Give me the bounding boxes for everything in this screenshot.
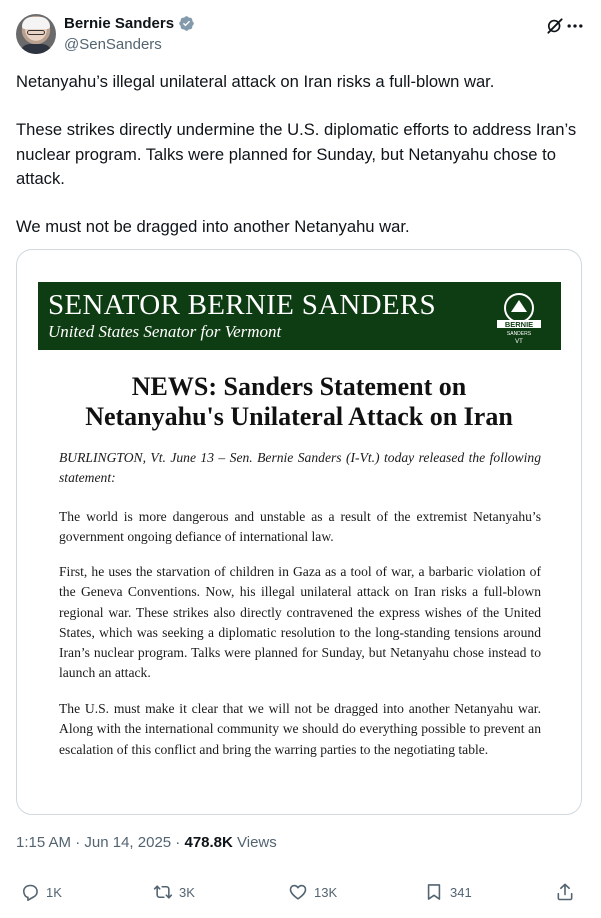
tweet-date[interactable]: Jun 14, 2025	[84, 834, 172, 851]
headline-line: NEWS: Sanders Statement on	[131, 372, 467, 401]
bookmark-button[interactable]	[424, 882, 472, 902]
banner-subtitle: United States Senator for Vermont	[48, 322, 282, 341]
avatar-suit	[20, 44, 52, 54]
retweet-count: 3K	[179, 884, 195, 900]
meta-separator: ·	[71, 834, 85, 851]
bookmark-count: 341	[450, 884, 472, 900]
like-icon	[288, 882, 308, 902]
tweet-media-image[interactable]	[16, 249, 582, 815]
verified-icon[interactable]	[178, 15, 195, 32]
press-release-paragraph: The U.S. must make it clear that we will not be dragged into another Netanyahu war. Along with the international community we should do everything possible to prevent an escalation of this conflict and bring the warring parties to the negotiating table.	[59, 701, 541, 757]
press-release-paragraph: The world is more dangerous and unstable as a result of the extremist Netanyahu’s government ongoing defiance of international law.	[59, 509, 541, 545]
retweet-icon	[153, 882, 173, 902]
press-release-dateline: BURLINGTON, Vt. June 13 – Sen. Bernie Sanders (I-Vt.) today released the following statement:	[59, 450, 541, 485]
author-handle[interactable]: @SenSanders	[64, 36, 162, 53]
headline-line: Netanyahu's Unilateral Attack on Iran	[85, 402, 513, 431]
views-label: Views	[232, 834, 277, 851]
tweet-actions	[16, 882, 585, 906]
views-count[interactable]: 478.8K	[184, 834, 233, 851]
grok-icon[interactable]	[545, 16, 565, 36]
tweet-header	[16, 14, 585, 56]
reply-icon	[20, 882, 40, 902]
more-icon[interactable]	[565, 16, 585, 36]
banner-title: SENATOR BERNIE SANDERS	[48, 289, 436, 321]
retweet-button[interactable]	[153, 882, 195, 902]
tweet-paragraph: We must not be dragged into another Netanyahu war.	[16, 217, 410, 237]
reply-count: 1K	[46, 884, 62, 900]
avatar[interactable]	[16, 14, 56, 54]
svg-text:BERNIE: BERNIE	[504, 320, 534, 329]
campaign-seal-logo	[489, 286, 549, 346]
like-button[interactable]	[288, 882, 337, 902]
tweet-paragraph: These strikes directly undermine the U.S. diplomatic efforts to address Iran’s nuclear program. Talks were planned for Sunday, but Netanyahu chose to attack.	[16, 120, 577, 188]
tweet-time[interactable]: 1:15 AM	[16, 834, 72, 851]
svg-text:SANDERS: SANDERS	[506, 331, 532, 337]
author-name-row	[64, 15, 195, 32]
share-icon	[555, 882, 575, 902]
reply-button[interactable]	[20, 882, 62, 902]
svg-text:VT: VT	[515, 339, 523, 345]
author-name[interactable]: Bernie Sanders	[64, 15, 175, 32]
meta-separator: ·	[171, 834, 185, 851]
like-count: 13K	[314, 884, 338, 900]
press-release-banner	[38, 282, 561, 350]
avatar-glasses	[27, 30, 45, 35]
bookmark-icon	[424, 882, 444, 902]
press-release-document	[17, 250, 581, 814]
tweet-paragraph: Netanyahu’s illegal unilateral attack on Iran risks a full-blown war.	[16, 72, 495, 91]
share-button[interactable]	[555, 882, 575, 902]
tweet-meta	[16, 834, 277, 851]
tweet-text	[16, 70, 581, 239]
avatar-hair	[22, 17, 50, 29]
press-release-headline	[17, 372, 581, 432]
press-release-paragraph: First, he uses the starvation of children in Gaza as a tool of war, a barbaric violation of the Geneva Conventions. Now, his illegal unilateral attack on Iran risks a full-blown regional war. These strikes also directly contravened the express wishes of the United States, which was seeking a diplomatic resolution to the long-standing tensions around Iran’s nuclear program. Talks were planned for Sunday, but Netanyahu chose instead to launch an attack.	[59, 564, 541, 681]
